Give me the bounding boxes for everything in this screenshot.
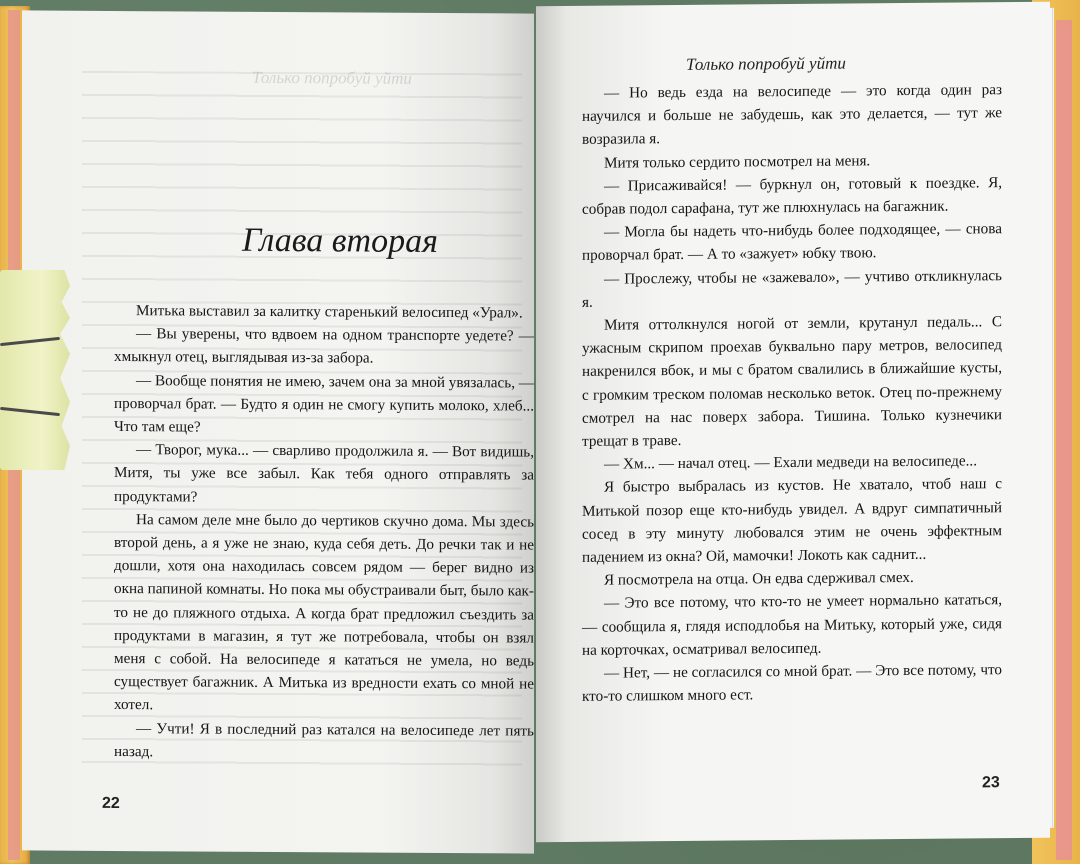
paragraph: На самом деле мне было до чертиков скучно дома. Мы здесь второй день, а я уже не знаю, куда себя деть. До речки так и не дошли, хотя она находилась совсем рядом — берег видно из окна папиной комнаты. Но пока мы обустраивали быт, было как-то не до пляжного отдыха. А когда брат предложил съездить за продуктами в магазин, я тут же потребовала, чтобы он взял меня с собой. На велосипеде я кататься не умела, но ведь существует багажник. А Митька из вредности ехать со мной не хотел. xyxy=(114,510,534,714)
paragraph: Митя только сердито посмотрел на меня. xyxy=(604,151,871,172)
paragraph: — Могла бы надеть что-нибудь более подходящее, — снова проворчал брат. — А то «зажует» юбку твою. xyxy=(582,220,1002,265)
chapter-title: Глава вторая xyxy=(242,221,438,260)
paper-clip xyxy=(0,270,80,470)
running-head: Только попробуй уйти xyxy=(686,53,846,74)
paragraph: — Прослежу, чтобы не «зажевало», — учтиво откликнулась я. xyxy=(582,266,1002,311)
cover-pink-stripe-right xyxy=(1056,20,1072,860)
page-number-right: 23 xyxy=(982,774,1000,792)
left-page-text xyxy=(114,299,534,766)
paragraph: — Это все потому, что кто-то не умеет нормально кататься, — сообщила я, глядя исподлобья на Митьку, который уже, сидя на корточках, осматривал велосипед. xyxy=(582,591,1002,659)
paragraph: — Присаживайся! — буркнул он, готовый к поездке. Я, собрав подол сарафана, тут же плюхнулась на багажник. xyxy=(582,173,1002,218)
paragraph: — Нет, — не согласился со мной брат. — Это все потому, что кто-то слишком много ест. xyxy=(582,661,1002,706)
paragraph: Митька выставил за калитку старенький велосипед «Урал». xyxy=(136,302,523,322)
paragraph: — Хм... — начал отец. — Ехали медведи на велосипеде... xyxy=(604,452,977,473)
page-number-left: 22 xyxy=(102,794,120,813)
right-page-text xyxy=(582,78,1002,708)
paragraph: — Творог, мука... — сварливо продолжила я. — Вот видишь, Митя, ты уже все забыл. Как тебя одного отправлять за продуктами? xyxy=(114,441,534,506)
left-page xyxy=(22,10,534,853)
paragraph: — Но ведь езда на велосипеде — это когда один раз научился и больше не забудешь, как это делается, — тут же возразила я. xyxy=(582,81,1002,149)
paragraph: — Учти! Я в последний раз катался на велосипеде лет пять назад. xyxy=(114,719,534,761)
clip-body xyxy=(0,270,70,470)
paragraph: Я быстро выбралась из кустов. Не хватало, чтоб наш с Митькой позор еще кто-нибудь увидел. А вдруг симпатичный сосед в эту минуту любовался этим не очень эффектным падением из окна? Ой, мамочки! Локоть как саднит... xyxy=(582,475,1002,566)
paragraph: — Вы уверены, что вдвоем на одном транспорте уедете? — хмыкнул отец, выглядывая из-за забора. xyxy=(114,325,534,367)
paragraph: — Вообще понятия не имею, зачем она за мной увязалась, — проворчал брат. — Будто я один не смогу купить молоко, хлеб... Что там еще? xyxy=(114,371,534,436)
paragraph: Я посмотрела на отца. Он едва сдерживал смех. xyxy=(604,569,914,589)
paragraph: Митя оттолкнулся ногой от земли, крутанул педаль... С ужасным скрипом проехав буквально пару метров, велосипед накренился вбок, и мы с братом свалились в ближайшие кусты, с громким треском поломав несколько веток. Отец по-прежнему смотрел на нас поверх забора. Тишина. Только кузнечики трещат в траве. xyxy=(582,313,1002,450)
right-page xyxy=(536,2,1050,842)
left-running-head-ghost: Только попробуй уйти xyxy=(252,67,412,88)
